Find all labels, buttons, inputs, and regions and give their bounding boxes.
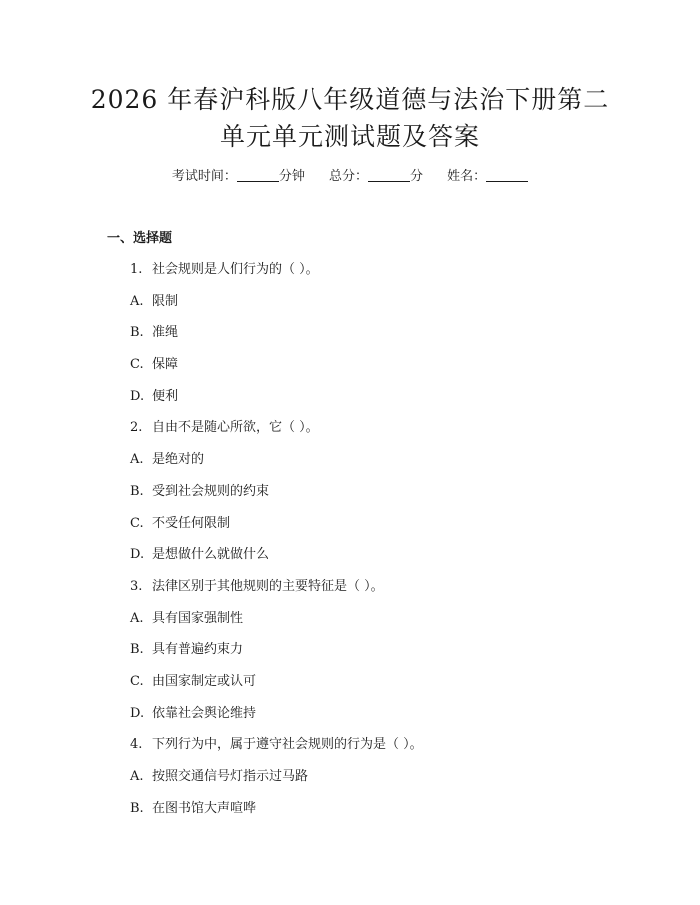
option-label: C. [130,515,144,531]
option-label: A. [130,293,144,309]
question-text: 法律区别于其他规则的主要特征是（ ）。 [152,578,384,594]
option-text: 由国家制定或认可 [152,673,257,689]
option-row [130,704,650,736]
exam-time [172,167,305,187]
option-row [130,450,650,482]
question-stem [130,577,650,609]
option-row [130,355,650,387]
option-row [130,323,650,355]
option-label: B. [130,483,144,499]
option-text: 是想做什么就做什么 [152,547,270,563]
question-stem [130,735,650,767]
option-label: D. [130,705,145,721]
option-label: B. [130,642,144,658]
exam-name-label: 姓名： [447,169,487,184]
option-text: 依靠社会舆论维持 [152,705,257,721]
exam-time-unit: 分钟 [278,169,305,184]
option-row [130,640,650,672]
exam-score-unit: 分 [410,169,424,184]
option-row [130,767,650,799]
document-title-line-2: 单元单元测试题及答案 [219,122,480,151]
option-label: B. [130,800,144,816]
exam-score-label: 总分： [328,169,368,184]
option-row [130,387,650,419]
option-row [130,482,650,514]
option-row [130,545,650,577]
option-label: A. [130,610,144,626]
question-text: 自由不是随心所欲，它（ ）。 [152,420,319,436]
option-text: 受到社会规则的约束 [152,483,270,499]
question-stem [130,418,650,450]
section-heading: 一、选择题 [107,231,173,246]
option-text: 不受任何限制 [152,515,231,531]
question-stem [130,260,650,292]
question-text: 社会规则是人们行为的（ ）。 [152,262,319,277]
option-label: C. [130,673,144,689]
option-row [130,292,650,324]
exam-score-blank [368,167,410,182]
option-text: 准绳 [152,325,179,341]
option-label: D. [130,388,145,404]
question-number: 1. [130,262,143,277]
option-row [130,672,650,704]
exam-name [447,167,528,187]
option-text: 在图书馆大声喧哗 [152,800,257,816]
option-text: 便利 [152,388,179,404]
question-number: 3. [130,578,143,594]
option-text: 按照交通信号灯指示过马路 [152,769,309,784]
exam-name-blank [486,167,528,182]
exam-time-label: 考试时间： [171,169,237,184]
option-label: D. [130,547,145,563]
exam-info [0,167,700,187]
exam-score [329,167,423,187]
option-text: 限制 [152,293,179,309]
option-label: A. [130,769,144,784]
option-row [130,609,650,641]
option-label: C. [130,357,144,373]
exam-time-blank [237,167,279,182]
question-text: 下列行为中，属于遵守社会规则的行为是（ ）。 [152,737,423,753]
option-text: 具有国家强制性 [152,610,244,626]
question-number: 2. [130,420,143,436]
option-label: A. [130,452,144,468]
option-text: 是绝对的 [152,452,205,468]
option-text: 具有普遍约束力 [152,642,244,658]
option-row [130,799,650,831]
option-text: 保障 [152,357,179,373]
question-list [130,260,650,830]
option-label: B. [130,325,144,341]
question-number: 4. [130,737,143,753]
document-title-line-1: 2026 年春沪科版八年级道德与法治下册第二 [90,85,610,114]
option-row [130,514,650,546]
